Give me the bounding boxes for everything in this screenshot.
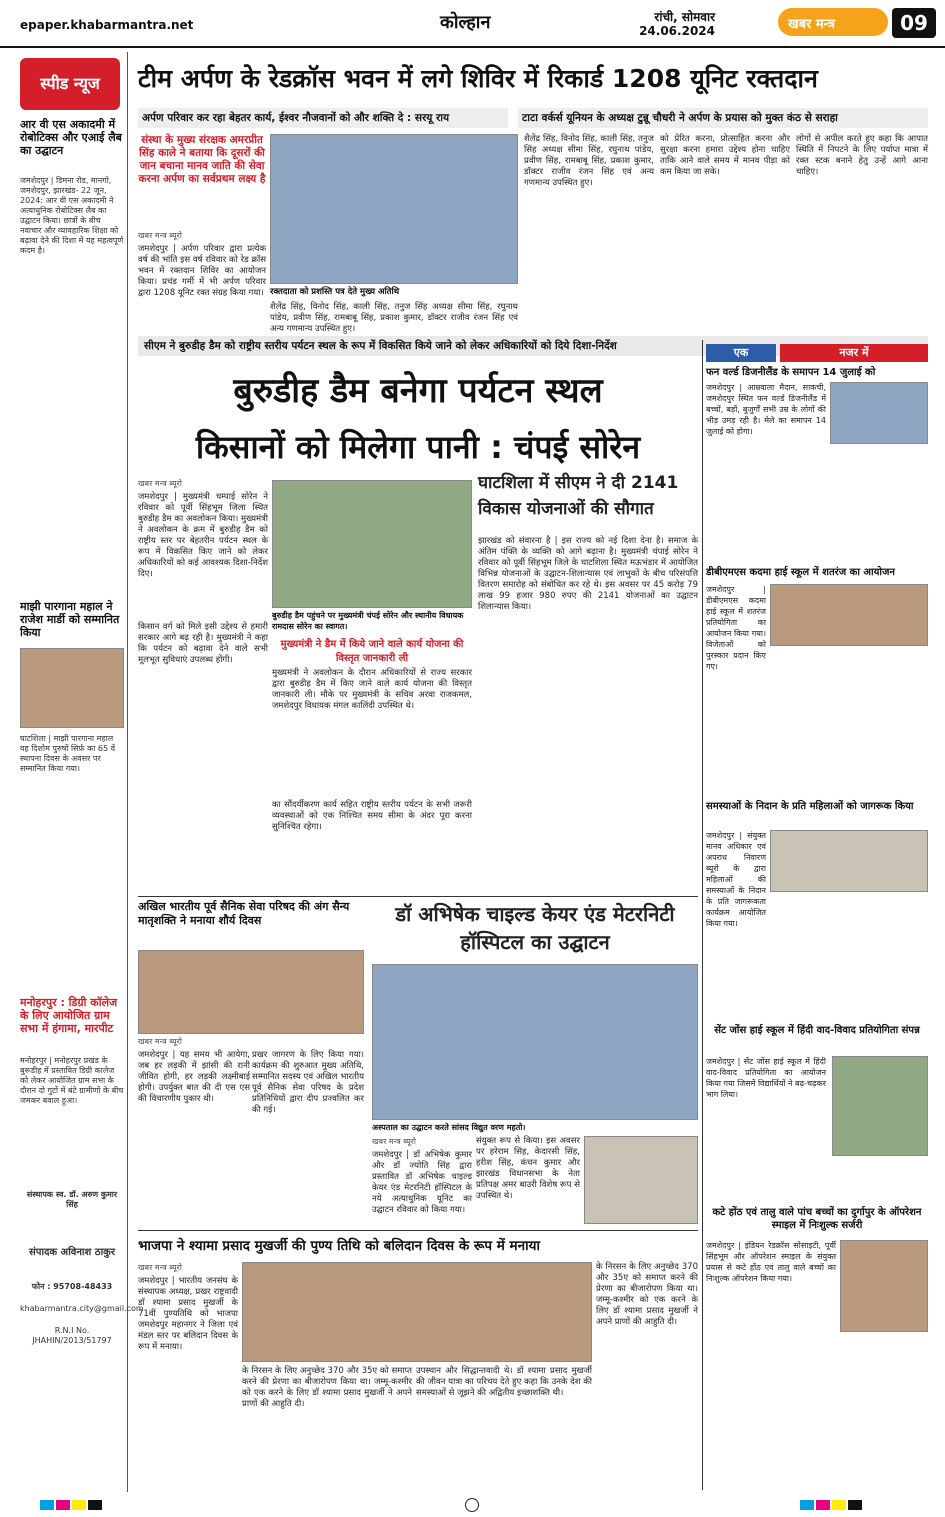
shaurya-photo: [138, 950, 364, 1034]
bjp-text-4: के निरसन के लिए अनुच्छेद 370 और 35ए को समाप्त करने की प्रेरणा का बीजारोपण किया था। जम्मू-कश्मीर को एक करने के लिए डॉ श्यामा प्रसाद मुखर्जी ने अपने प्राणों की आहुति दी।: [596, 1262, 698, 1327]
color-swatch-yellow-2: [832, 1500, 846, 1510]
printer-marks: [0, 1494, 945, 1517]
ghatshila-headline: घाटशिला में सीएम ने दी 2141 विकास योजनाओं की सौगात: [478, 473, 679, 519]
bjp-text-3: उपस्थान और सिद्धान्तवादी थे। डॉ श्यामा प्रसाद मुखर्जी की जीवन यात्रा का परिचय देते हुए कहा कि उनके देश की समस्याओं से जूझने की अद्वितीय इच्छाशक्ति थी।: [416, 1366, 592, 1398]
lead-pullquote: संस्था के मुख्य संरक्षक अमरप्रीत सिंह काले ने बताया कि दूसरों की जान बचाना मानव जाति की सेवा करना अर्पण का सर्वप्रथम लक्ष्य है: [138, 134, 266, 185]
hospital-building-photo: [584, 1136, 698, 1224]
dam-subhead: मुख्यमंत्री ने डैम में किये जाने वाले कार्य योजना की विस्तृत जानकारी ली: [280, 639, 464, 664]
color-swatch-yellow: [72, 1500, 86, 1510]
nazar-story2-photo: [770, 584, 928, 646]
nazar-story1-text: जमशेदपुर | आम्रवाला मैदान, साकची, जमशेदपुर स्थित फन वर्ल्ड डिजनीलैंड में बच्चों, बड़ों, बुजुर्गों सभी उम्र के लोगों की भीड़ उमड़ रही है। मेले का समापन 14 जुलाई को होगा।: [706, 383, 826, 436]
dam-headline-1: बुरुडीह डैम बनेगा पर्यटन स्थल: [233, 371, 603, 411]
dam-photo-caption: बुरुडीह डैम पहुंचने पर मुख्यमंत्री चंपई सोरेन और स्थानीय विधायक रामदास सोरेन का स्वागत।: [272, 611, 464, 631]
site-url[interactable]: epaper.khabarmantra.net: [20, 18, 194, 32]
shaurya-headline: अखिल भारतीय पूर्व सैनिक सेवा परिषद की अंग सैन्य मातृशक्ति ने मनाया शौर्य दिवस: [138, 900, 350, 927]
shaurya-text-2: प्रखर जागरण के लिए किया गया। कार्यक्रम की शुरुआत मुख्य अतिथि, सम्मानित सदस्य एवं अखिल भारतीय पूर्व सैनिक सेवा परिषद के प्रदेश प्रतिनिधियों द्वारा दीप प्रज्वलित कर की गई।: [252, 1050, 364, 1115]
nazar-story5-text: जमशेदपुर | इंडियन रेडक्रॉस सोसाइटी, पूर्वी सिंहभूम और ऑपरेशन स्माइल के संयुक्त प्रयास से कटे होंठ एवं तालु वाले बच्चों का निःशुल्क ऑपरेशन किया गया।: [706, 1241, 836, 1283]
lead-column-4: लोगों से अपील करते हुए कहा कि आपात स्थिति में निपटने के लिए पर्याप्त मात्रा में रक्त स्टक बनाने हेतु उन्हें आगे आना चाहिए।: [796, 134, 928, 177]
nazar-story1-title: फन वर्ल्ड डिजनीलैंड के समापन 14 जुलाई को: [706, 367, 876, 378]
hospital-photo-caption: अस्पताल का उद्घाटन करते सांसद विद्युत वरण महतो।: [372, 1123, 526, 1132]
column-rule-right: [702, 340, 703, 1490]
registration-mark-icon: [465, 1498, 479, 1512]
dateline-date: 24.06.2024: [639, 24, 715, 38]
lead-column-1: जमशेदपुर | अर्पण परिवार द्वारा प्रत्येक वर्ष की भांति इस वर्ष रविवार को रेड क्रॉस भवन में रक्तदान शिविर का आयोजन किया। प्रचंड गर्मी में भी अर्पण परिवार द्वारा 1208 यूनिट रक्त संग्रह किया गया।: [138, 244, 266, 298]
dateline-place: रांची, सोमवार: [654, 10, 715, 24]
nazar-story4-title: सेंट जोंस हाई स्कूल में हिंदी वाद-विवाद प्रतियोगिता संपन्न: [714, 1025, 920, 1036]
bjp-byline: खबर मन्त्र ब्यूरो: [138, 1263, 182, 1272]
color-swatch-black-2: [848, 1500, 862, 1510]
nazar-story4-text: जमशेदपुर | सेंट जोंस हाई स्कूल में हिंदी वाद-विवाद प्रतियोगिता का आयोजन किया गया जिसमें विद्यार्थियों ने बढ़-चढ़कर भाग लिया।: [706, 1057, 826, 1099]
page-number: 09: [892, 8, 936, 38]
imprint-phone: फोन : 95708-48433: [31, 1282, 113, 1291]
lead-photo-caption: रक्तदाता को प्रशस्ति पत्र देते मुख्य अतिथि: [270, 287, 400, 297]
color-swatch-magenta: [56, 1500, 70, 1510]
sidebar-story2-text: घाटशिला | माझी पारगाना महाल वह दिशोम पुरुषों सिर्फ़ का 65 वें स्थापना दिवस के अवसर पर सम्मानित किया गया।: [20, 734, 116, 773]
nazar-story2-title: डीबीएमएस कदमा हाई स्कूल में शतरंज का आयोजन: [706, 567, 895, 578]
sidebar-story3-title: मनोहरपुर : डिग्री कॉलेज के लिए आयोजित ग्राम सभा में हंगामा, मारपीट: [20, 996, 118, 1035]
brand-logo: खबर मन्त्र: [778, 8, 888, 36]
speed-news-logo: स्पीड न्यूज: [20, 58, 120, 110]
color-swatch-magenta-2: [816, 1500, 830, 1510]
cm-directive-strip: सीएम ने बुरुडीह डैम को राष्ट्रीय स्तरीय पर्यटन स्थल के रूप में विकसित किये जाने को लेकर अधिकारियों को दिये दिशा-निर्देश: [138, 336, 928, 356]
dam-byline: खबर मन्त्र ब्यूरो: [138, 479, 182, 488]
nazar-story4-photo: [832, 1056, 928, 1156]
sidebar-photo: [20, 648, 124, 728]
hospital-headline: डॉ अभिषेक चाइल्ड केयर एंड मेटरनिटी हॉस्पिटल का उद्घाटन: [395, 902, 675, 954]
color-swatch-cyan-2: [800, 1500, 814, 1510]
dam-column-1: जमशेदपुर | मुख्यमंत्री चम्पाई सोरेन ने रविवार को पूर्वी सिंहभूम जिला स्थित बुरुडीह डैम का अवलोकन किया। मुख्यमंत्री ने अवलोकन के क्रम में बुरुडीह डैम को राष्ट्रीय स्तर पर बेहतरीन पर्यटन स्थल के रूप में विकसित किए जाने को लेकर अधिकारियों को कई आवश्यक दिशा-निर्देश दिए।: [138, 492, 268, 579]
lead-column-3: को प्रेरित करना, प्रोत्साहित करना और सुरक्षा करना हमारा उद्देश्य होना चाहिए ताकि आने वाले समय में मानव पीड़ा को कम किया जा सके।: [660, 134, 790, 177]
nazar-story5-title: कटे होंठ एवं तालु वाले पांच बच्चों का दुर्गापुर के ऑपरेशन स्माइल में निःशुल्क सर्जरी: [712, 1207, 922, 1231]
section-title: कोल्हान: [440, 12, 491, 33]
nazar-story2-text: जमशेदपुर | डीबीएमएस कदमा हाई स्कूल में शतरंज प्रतियोगिता का आयोजन किया गया। विजेताओं को पुरस्कार प्रदान किए गए।: [706, 585, 766, 671]
nazar-story3-photo: [770, 830, 928, 892]
lead-column-caption-text: शैलेंद्र सिंह, विनोद सिंह, काली सिंह, तनुज सिंह अध्यक्ष सीमा सिंह, रघुनाथ पांडेय, प्रवीण सिंह, रामबाबू सिंह, प्रकाश कुमार, डॉक्टर राजीव रंजन सिंह एवं अन्य गणमान्य उपस्थित हुए।: [270, 302, 518, 334]
bjp-text-1: जमशेदपुर | भारतीय जनसंघ के संस्थापक अध्यक्ष, प्रखर राष्ट्रवादी डॉ श्यामा प्रसाद मुखर्जी के 71वीं पुण्यतिथि को भाजपा जमशेदपुर महानगर ने जिला एवं मंडल स्तर पर बलिदान दिवस के रूप में मनाया।: [138, 1276, 238, 1352]
sidebar-story2-title: माझी पारगाना महाल ने राजेश मार्डी को सम्मानित किया: [20, 600, 120, 639]
sidebar-story3-text: मनोहरपुर | मनोहरपुर प्रखंड के बुरूडीह में प्रस्तावित डिग्री कालेज को लेकर आयोजित ग्राम सभा के दौरान दो गुटों में बंटे ग्रामीणों के बीच जमकर बवाल हुआ।: [20, 1056, 124, 1105]
bjp-text-2: के निरसन के लिए अनुच्छेद 370 और 35ए को समाप्त करने की प्रेरणा का बीजारोपण किया था। जम्मू-कश्मीर को एक करने के लिए डॉ श्यामा प्रसाद मुखर्जी ने अपने प्राणों की आहुति दी।: [242, 1366, 412, 1409]
imprint-founder: संस्थापक स्व. डॉ. अरुण कुमार सिंह: [26, 1190, 118, 1209]
lead-subhead-1: अर्पण परिवार कर रहा बेहतर कार्य, ईश्वर नौजवानों को और शक्ति दे : सरयू राय: [138, 108, 508, 128]
dam-column-1b: किसान वर्ग को मिले इसी उद्देश्य से हमारी सरकार आगे बढ़ रही है। मुख्यमंत्री ने कहा कि पर्यटन को बढ़ावा देने वाले सभी मूलभूत सुविधाएं उपलब्ध होंगी।: [138, 622, 268, 665]
sidebar-column: [20, 52, 144, 1492]
nazar-tag-title: नजर में: [780, 344, 928, 362]
imprint-email[interactable]: khabarmantra.city@gmail.com: [20, 1304, 144, 1313]
dam-column-2: मुख्यमंत्री ने अवलोकन के दौरान अधिकारियों से राज्य सरकार द्वारा बुरुडीह डैम में किए जाने वाले कार्य योजना की विस्तृत जानकारी ली। मौके पर मुख्यमंत्री के सचिव अरवा राजकमल, जमशेदपुर विधायक मंगल कालिंदी उपस्थित थे।: [272, 668, 472, 711]
masthead: [0, 0, 945, 48]
bjp-headline: भाजपा ने श्यामा प्रसाद मुखर्जी की पुण्य तिथि को बलिदान दिवस के रूप में मनाया: [138, 1238, 540, 1254]
nazar-story3-title: समस्याओं के निदान के प्रति महिलाओं को जागरूक किया: [706, 801, 914, 812]
nazar-story3-text: जमशेदपुर | संयुक्त मानव अधिकार एवं अपराध निवारण ब्यूरो के द्वारा महिलाओं की समस्याओं के निदान के प्रति जागरूकता कार्यक्रम आयोजित किया गया।: [706, 831, 766, 928]
nazar-tag-ek: एक: [706, 344, 776, 362]
lead-headline: टीम अर्पण के रेडक्रॉस भवन में लगे शिविर में रिकार्ड 1208 यूनिट रक्तदान: [138, 64, 818, 93]
lead-subhead-2: टाटा वर्कर्स यूनियन के अध्यक्ष टुन्नू चौधरी ने अर्पण के प्रयास को मुक्त कंठ से सराहा: [518, 108, 928, 128]
nazar-banner: [706, 344, 928, 362]
lead-column-2: शैलेंद्र सिंह, विनोद सिंह, काली सिंह, तनुज सिंह अध्यक्ष सीमा सिंह, रघुनाथ पांडेय, प्रवीण सिंह, रामबाबू सिंह, प्रकाश कुमार, डॉक्टर राजीव रंजन सिंह एवं अन्य गणमान्य उपस्थित हुए।: [524, 134, 654, 188]
lead-byline: खबर मन्त्र ब्यूरो: [138, 231, 182, 240]
shaurya-text-1: जमशेदपुर | यह समय भी आयेगा, जब हर लड़की में झांसी की रानी जीवित होगी, हर लड़की लक्ष्मीबाई होगी। उपर्युक्त बात की दी एस एस की विचारणीय पुकार थी।: [138, 1050, 250, 1104]
dam-headline-2: किसानों को मिलेगा पानी : चंपई सोरेन: [195, 428, 641, 466]
shaurya-byline: खबर मन्त्र ब्यूरो: [138, 1037, 182, 1046]
hospital-text-2: संयुक्त रूप से किया। इस अवसर पर हरेराम सिंह, केदारसी सिंह, हरीश सिंह, कंचन कुमार और झारखंड विधानसभा के नेता प्रतिपक्ष अमर बाउरी विशेष रूप से उपस्थित थे।: [476, 1136, 580, 1201]
nazar-story1-photo: [830, 382, 928, 444]
sidebar-story1-title: आर वी एस अकादमी में रोबोटिक्स और एआई लैब का उद्घाटन: [20, 118, 122, 157]
color-swatch-cyan: [40, 1500, 54, 1510]
color-swatch-black: [88, 1500, 102, 1510]
imprint-editor: संपादक अविनाश ठाकुर: [29, 1247, 115, 1258]
dam-photo: [272, 480, 472, 608]
section-rule-2: [138, 1230, 698, 1231]
bjp-photo: [242, 1262, 592, 1362]
section-rule: [138, 896, 698, 897]
hospital-photo: [372, 964, 698, 1120]
nazar-story5-photo: [840, 1240, 928, 1332]
ghatshila-text: झारखंड को संवारना है | इस राज्य को नई दिशा देना है। समाज के अंतिम पंक्ति के व्यक्ति को आगे बढ़ाना है। मुख्यमंत्री चंपाई सोरेन ने रविवार को पूर्वी सिंहभूम जिले के घाटशिला स्थित मऊभंडार में आयोजित विभिन्न योजनाओं के उद्घाटन-शिलान्यास एवं लाभुकों के बीच परिसंपत्ति वितरण समारोह को संबोधित कर रहे थे। इस अवसर पर 45 करोड़ 79 लाख 99 हजार 980 रुपए की 2141 योजनाओं का उद्घाटन शिलान्यास किया।: [478, 536, 698, 612]
hospital-byline: खबर मन्त्र ब्यूरो: [372, 1137, 416, 1146]
imprint-rni: R.N.I No. JHAHIN/2013/51797: [32, 1326, 112, 1345]
sidebar-story1-text: जमशेदपुर | डिमना रोड, मानगो, जमशेदपुर, झारखंड- 22 जून, 2024: आर वी एस अकादमी ने अत्याधुनिक रोबोटिक्स लैब का उद्घाटन किया। छात्रों के बीच नवाचार और व्यावहारिक शिक्षा को बढ़ावा देने की दिशा में यह महत्वपूर्ण कदम है।: [20, 176, 124, 255]
hospital-text-1: जमशेदपुर | डॉ अभिषेक कुमार और डॉ ज्योति सिंह द्वारा प्रस्तावित डॉ अभिषेक चाइल्ड केयर एंड मेटरनिटी हॉस्पिटल के नये अत्याधुनिक यूनिट का उद्घाटन रविवार को किया गया।: [372, 1150, 472, 1215]
lead-photo: [270, 134, 518, 284]
dam-column-3: का सौंदर्यीकरण कार्य सहित राष्ट्रीय स्तरीय पर्यटन के सभी जरूरी व्यवस्थाओं को एक निश्चित समय सीमा के अंदर पूरा करना सुनिश्चित रहेगा।: [272, 800, 472, 832]
